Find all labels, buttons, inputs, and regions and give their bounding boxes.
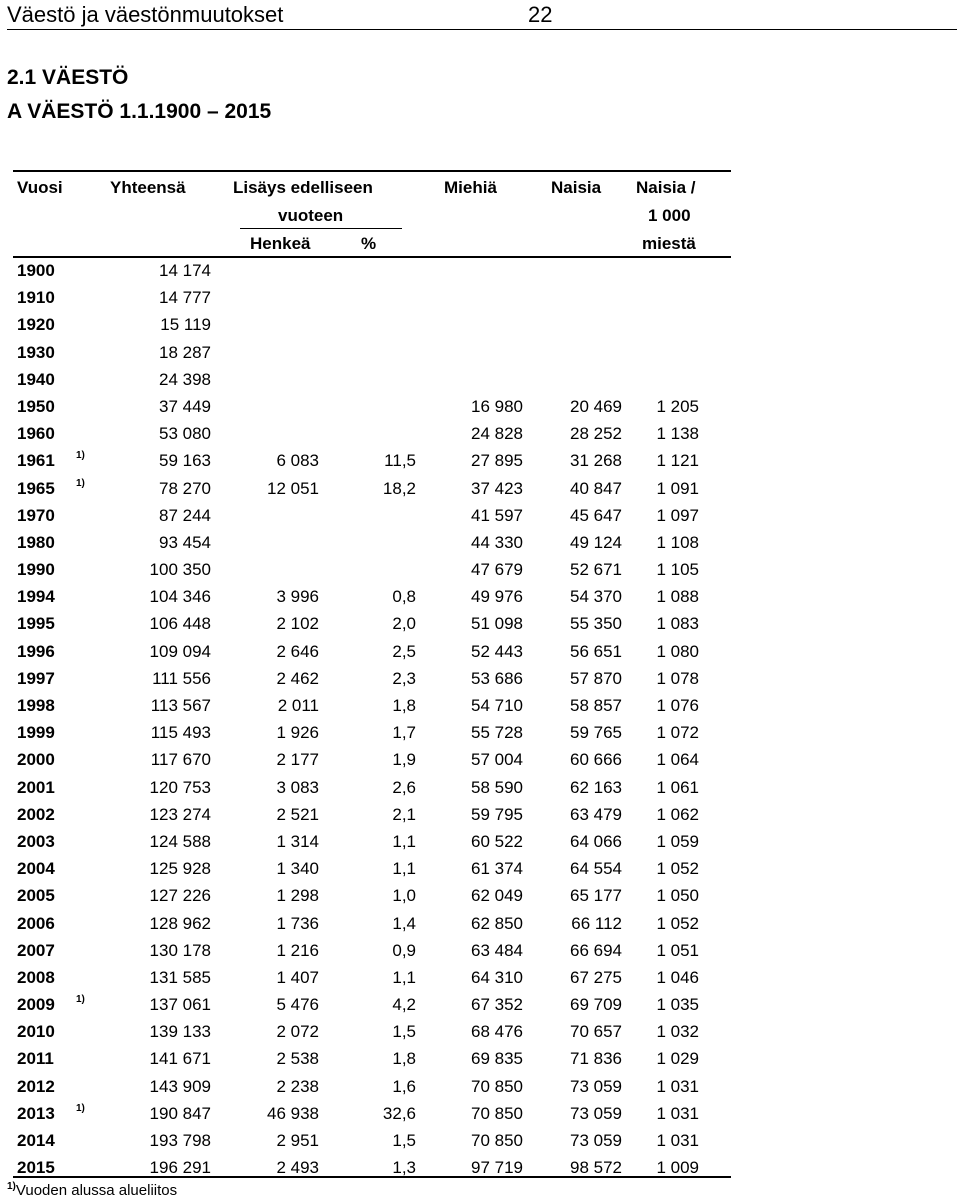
women-cell: 49 124	[570, 532, 622, 552]
women-cell: 54 370	[570, 587, 622, 607]
percent-cell: 0,9	[392, 940, 416, 960]
year-cell: 1940	[17, 369, 55, 389]
year-cell: 1990	[17, 560, 55, 580]
year-cell: 2015	[17, 1158, 55, 1178]
percent-cell: 1,6	[392, 1076, 416, 1096]
table-row	[0, 991, 960, 1018]
percent-cell: 1,1	[392, 859, 416, 879]
subsection-heading: A VÄESTÖ 1.1.1900 – 2015	[7, 100, 272, 123]
table-row	[0, 1045, 960, 1072]
year-cell: 1961	[17, 451, 55, 471]
ratio-cell: 1 031	[656, 1103, 699, 1123]
col-header-men: Miehiä	[444, 178, 497, 197]
total-cell: 15 119	[160, 315, 211, 335]
year-cell: 2008	[17, 967, 55, 987]
percent-cell: 1,8	[392, 696, 416, 715]
women-cell: 67 275	[570, 967, 622, 987]
men-cell: 57 004	[471, 750, 523, 770]
footnote-text: Vuoden alussa alueliitos	[15, 1182, 178, 1199]
women-cell: 65 177	[570, 886, 622, 906]
total-cell: 120 753	[149, 777, 211, 797]
col-header-year: Vuosi	[17, 178, 63, 197]
ratio-cell: 1 138	[656, 424, 699, 444]
ratio-cell: 1 050	[656, 886, 699, 906]
year-cell: 1994	[17, 587, 55, 607]
women-cell: 58 857	[570, 696, 622, 715]
table-row	[0, 502, 960, 529]
table-row	[0, 855, 960, 882]
table-row	[0, 556, 960, 583]
table-row	[0, 311, 960, 338]
increase-cell: 2 011	[277, 696, 319, 715]
year-cell: 1970	[17, 505, 55, 525]
percent-cell: 1,3	[392, 1158, 416, 1178]
total-cell: 123 274	[149, 804, 211, 824]
ratio-cell: 1 032	[656, 1022, 699, 1042]
total-cell: 111 556	[152, 668, 211, 688]
year-cell: 1965	[17, 478, 55, 498]
table-row	[0, 692, 960, 719]
men-cell: 70 850	[471, 1131, 523, 1150]
ratio-cell: 1 029	[656, 1049, 699, 1069]
total-cell: 93 454	[159, 532, 211, 552]
women-cell: 28 252	[570, 424, 622, 444]
table-row	[0, 1018, 960, 1045]
men-cell: 16 980	[471, 396, 523, 416]
percent-cell: 1,8	[392, 1049, 416, 1069]
col-header-ratio-3: miestä	[642, 234, 696, 253]
total-cell: 196 291	[149, 1158, 211, 1178]
header-rule	[7, 29, 957, 30]
increase-cell: 1 926	[276, 723, 319, 743]
women-cell: 98 572	[570, 1158, 622, 1178]
total-cell: 117 670	[150, 750, 211, 770]
total-cell: 106 448	[149, 614, 211, 634]
men-cell: 27 895	[471, 451, 523, 471]
percent-cell: 1,7	[392, 723, 416, 743]
increase-cell: 1 736	[276, 913, 319, 933]
women-cell: 64 066	[570, 831, 622, 851]
percent-cell: 32,6	[382, 1103, 416, 1123]
footnote-marker-cell: 1)	[76, 450, 85, 462]
total-cell: 113 567	[150, 696, 211, 715]
year-cell: 2006	[17, 913, 55, 933]
ratio-cell: 1 031	[656, 1131, 699, 1150]
increase-cell: 2 538	[276, 1049, 319, 1069]
table-row	[0, 366, 960, 393]
table-row	[0, 774, 960, 801]
increase-cell: 2 102	[276, 614, 319, 634]
men-cell: 62 049	[471, 886, 523, 906]
women-cell: 62 163	[570, 777, 622, 797]
year-cell: 2001	[17, 777, 55, 797]
men-cell: 49 976	[471, 587, 523, 607]
total-cell: 104 346	[149, 587, 211, 607]
ratio-cell: 1 051	[656, 940, 699, 960]
men-cell: 55 728	[471, 723, 523, 743]
men-cell: 68 476	[471, 1022, 523, 1042]
women-cell: 55 350	[570, 614, 622, 634]
table-row	[0, 828, 960, 855]
table-row	[0, 393, 960, 420]
percent-cell: 1,1	[392, 967, 416, 987]
table-row	[0, 257, 960, 284]
year-cell: 2005	[17, 886, 55, 906]
ratio-cell: 1 009	[656, 1158, 699, 1178]
year-cell: 1930	[17, 342, 55, 362]
women-cell: 59 765	[570, 723, 622, 743]
increase-cell: 2 238	[276, 1076, 319, 1096]
table-row	[0, 284, 960, 311]
ratio-cell: 1 035	[656, 995, 699, 1015]
footnote-marker: 1)	[7, 1181, 16, 1192]
total-cell: 14 777	[159, 288, 211, 308]
table-row	[0, 1100, 960, 1127]
women-cell: 60 666	[570, 750, 622, 770]
year-cell: 2014	[17, 1131, 55, 1150]
ratio-cell: 1 097	[656, 505, 699, 525]
total-cell: 128 962	[149, 913, 211, 933]
women-cell: 71 836	[570, 1049, 622, 1069]
women-cell: 56 651	[570, 641, 622, 661]
increase-cell: 1 314	[276, 831, 319, 851]
women-cell: 69 709	[570, 995, 622, 1015]
women-cell: 45 647	[570, 505, 622, 525]
men-cell: 53 686	[471, 668, 523, 688]
year-cell: 1997	[17, 668, 55, 688]
ratio-cell: 1 059	[656, 831, 699, 851]
table-row	[0, 475, 960, 502]
col-header-ratio: Naisia /	[636, 178, 696, 197]
table-row	[0, 638, 960, 665]
table-row	[0, 801, 960, 828]
footnote-marker-cell: 1)	[76, 477, 85, 489]
total-cell: 115 493	[150, 723, 211, 743]
ratio-cell: 1 205	[656, 396, 699, 416]
total-cell: 127 226	[149, 886, 211, 906]
total-cell: 124 588	[149, 831, 211, 851]
increase-cell: 1 340	[276, 859, 319, 879]
ratio-cell: 1 046	[656, 967, 699, 987]
ratio-cell: 1 076	[656, 696, 699, 715]
total-cell: 137 061	[149, 995, 211, 1015]
percent-cell: 0,8	[392, 587, 416, 607]
ratio-cell: 1 072	[656, 723, 699, 743]
men-cell: 67 352	[471, 995, 523, 1015]
year-cell: 1950	[17, 396, 55, 416]
men-cell: 44 330	[471, 532, 523, 552]
table-row	[0, 610, 960, 637]
ratio-cell: 1 080	[656, 641, 699, 661]
total-cell: 193 798	[149, 1131, 211, 1150]
increase-cell: 2 462	[276, 668, 319, 688]
total-cell: 78 270	[159, 478, 211, 498]
percent-cell: 2,0	[392, 614, 416, 634]
table-row	[0, 719, 960, 746]
ratio-cell: 1 088	[656, 587, 699, 607]
men-cell: 37 423	[471, 478, 523, 498]
table-row	[0, 529, 960, 556]
table-row	[0, 746, 960, 773]
increase-cell: 6 083	[276, 451, 319, 471]
percent-cell: 1,5	[392, 1131, 416, 1150]
footnote-marker-cell: 1)	[76, 1102, 85, 1114]
table-top-rule	[13, 170, 731, 172]
table-row	[0, 339, 960, 366]
total-cell: 53 080	[159, 424, 211, 444]
total-cell: 139 133	[149, 1022, 211, 1042]
year-cell: 2004	[17, 859, 55, 879]
percent-cell: 1,0	[392, 886, 416, 906]
table-bottom-rule	[13, 1176, 731, 1178]
page-number: 22	[528, 2, 553, 27]
ratio-cell: 1 121	[656, 451, 699, 471]
percent-cell: 1,5	[392, 1022, 416, 1042]
total-cell: 59 163	[159, 451, 211, 471]
table-row	[0, 447, 960, 474]
women-cell: 63 479	[570, 804, 622, 824]
women-cell: 73 059	[570, 1131, 622, 1150]
percent-cell: 2,5	[392, 641, 416, 661]
table-row	[0, 910, 960, 937]
total-cell: 87 244	[159, 505, 211, 525]
col-header-ratio-2: 1 000	[648, 206, 691, 225]
percent-cell: 1,4	[392, 913, 416, 933]
table-row	[0, 665, 960, 692]
ratio-cell: 1 091	[656, 478, 699, 498]
total-cell: 125 928	[149, 859, 211, 879]
total-cell: 143 909	[149, 1076, 211, 1096]
total-cell: 131 585	[149, 967, 211, 987]
year-cell: 1998	[17, 696, 55, 715]
men-cell: 41 597	[471, 505, 523, 525]
total-cell: 14 174	[159, 261, 211, 280]
increase-cell: 2 177	[276, 750, 319, 770]
total-cell: 190 847	[149, 1103, 211, 1123]
table-row	[0, 420, 960, 447]
percent-cell: 2,3	[392, 668, 416, 688]
increase-cell: 2 072	[276, 1022, 319, 1042]
men-cell: 24 828	[471, 424, 523, 444]
header-title: Väestö ja väestönmuutokset	[7, 2, 284, 27]
increase-cell: 5 476	[276, 995, 319, 1015]
section-heading: 2.1 VÄESTÖ	[7, 66, 129, 89]
footnote	[7, 1181, 177, 1199]
col-header-persons: Henkeä	[250, 234, 311, 253]
women-cell: 73 059	[570, 1103, 622, 1123]
increase-cell: 1 216	[276, 940, 319, 960]
header-underline-increase	[240, 228, 402, 229]
total-cell: 18 287	[159, 342, 211, 362]
table-row	[0, 964, 960, 991]
men-cell: 70 850	[471, 1103, 523, 1123]
women-cell: 57 870	[570, 668, 622, 688]
women-cell: 52 671	[570, 560, 622, 580]
table-row	[0, 583, 960, 610]
ratio-cell: 1 031	[656, 1076, 699, 1096]
ratio-cell: 1 083	[656, 614, 699, 634]
ratio-cell: 1 061	[656, 777, 699, 797]
increase-cell: 2 646	[276, 641, 319, 661]
men-cell: 63 484	[471, 940, 523, 960]
year-cell: 2013	[17, 1103, 55, 1123]
increase-cell: 46 938	[267, 1103, 319, 1123]
percent-cell: 1,9	[392, 750, 416, 770]
women-cell: 66 694	[570, 940, 622, 960]
men-cell: 52 443	[471, 641, 523, 661]
men-cell: 97 719	[471, 1158, 523, 1178]
women-cell: 64 554	[570, 859, 622, 879]
total-cell: 37 449	[159, 396, 211, 416]
men-cell: 64 310	[471, 967, 523, 987]
men-cell: 47 679	[471, 560, 523, 580]
table-row	[0, 1073, 960, 1100]
col-header-increase-2: vuoteen	[278, 206, 344, 225]
year-cell: 2011	[17, 1049, 54, 1069]
men-cell: 59 795	[471, 804, 523, 824]
men-cell: 54 710	[471, 696, 523, 715]
year-cell: 1910	[17, 288, 55, 308]
total-cell: 130 178	[149, 940, 211, 960]
ratio-cell: 1 052	[656, 859, 699, 879]
year-cell: 1900	[17, 261, 55, 280]
ratio-cell: 1 064	[656, 750, 699, 770]
table-body	[0, 257, 960, 1181]
total-cell: 24 398	[159, 369, 211, 389]
women-cell: 66 112	[571, 913, 622, 933]
footnote-marker-cell: 1)	[76, 994, 85, 1006]
ratio-cell: 1 108	[656, 532, 699, 552]
year-cell: 1980	[17, 532, 55, 552]
ratio-cell: 1 105	[656, 560, 699, 580]
men-cell: 69 835	[471, 1049, 523, 1069]
men-cell: 70 850	[471, 1076, 523, 1096]
col-header-percent: %	[361, 234, 377, 253]
year-cell: 2002	[17, 804, 55, 824]
year-cell: 2003	[17, 831, 55, 851]
men-cell: 61 374	[471, 859, 523, 879]
men-cell: 51 098	[471, 614, 523, 634]
ratio-cell: 1 078	[656, 668, 699, 688]
total-cell: 141 671	[149, 1049, 211, 1069]
percent-cell: 2,6	[392, 777, 416, 797]
ratio-cell: 1 052	[656, 913, 699, 933]
ratio-cell: 1 062	[656, 804, 699, 824]
year-cell: 1995	[17, 614, 55, 634]
year-cell: 2012	[17, 1076, 55, 1096]
col-header-increase: Lisäys edelliseen	[233, 178, 373, 197]
women-cell: 73 059	[570, 1076, 622, 1096]
increase-cell: 3 996	[276, 587, 319, 607]
increase-cell: 1 407	[276, 967, 319, 987]
col-header-women: Naisia	[551, 178, 602, 197]
year-cell: 1996	[17, 641, 55, 661]
men-cell: 62 850	[471, 913, 523, 933]
women-cell: 70 657	[570, 1022, 622, 1042]
total-cell: 109 094	[149, 641, 211, 661]
percent-cell: 18,2	[382, 478, 416, 498]
col-header-total: Yhteensä	[110, 178, 186, 197]
percent-cell: 1,1	[392, 831, 416, 851]
increase-cell: 2 521	[276, 804, 319, 824]
increase-cell: 3 083	[276, 777, 319, 797]
women-cell: 31 268	[570, 451, 622, 471]
year-cell: 2007	[17, 940, 55, 960]
table-row	[0, 1127, 960, 1154]
percent-cell: 4,2	[392, 995, 416, 1015]
percent-cell: 11,5	[384, 451, 416, 471]
men-cell: 60 522	[471, 831, 523, 851]
page-header	[7, 2, 957, 32]
table-row	[0, 937, 960, 964]
men-cell: 58 590	[471, 777, 523, 797]
year-cell: 1999	[17, 723, 55, 743]
increase-cell: 1 298	[276, 886, 319, 906]
women-cell: 40 847	[570, 478, 622, 498]
year-cell: 2000	[17, 750, 55, 770]
total-cell: 100 350	[149, 560, 211, 580]
year-cell: 1920	[17, 315, 55, 335]
increase-cell: 2 951	[276, 1131, 319, 1150]
year-cell: 1960	[17, 424, 55, 444]
table-row	[0, 882, 960, 909]
women-cell: 20 469	[570, 396, 622, 416]
increase-cell: 12 051	[267, 478, 319, 498]
year-cell: 2009	[17, 995, 55, 1015]
percent-cell: 2,1	[392, 804, 416, 824]
increase-cell: 2 493	[276, 1158, 319, 1178]
year-cell: 2010	[17, 1022, 55, 1042]
